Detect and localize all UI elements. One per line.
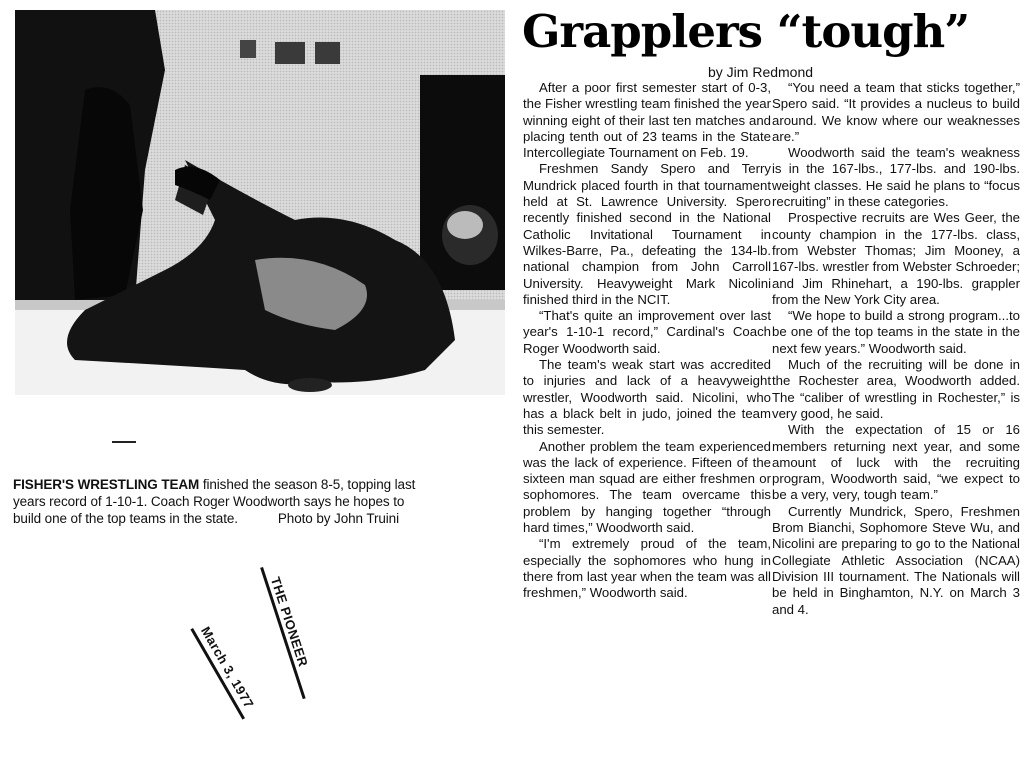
wrestling-photo [15,10,505,395]
article-paragraph: “That's quite an improvement over last year's 1-10-1 record,” Cardinal's Coach Roger Woodworth said. [523,308,771,356]
mat-mark [112,441,136,443]
article-byline: by Jim Redmond [708,64,814,80]
article-paragraph: “You need a team that sticks together,” Spero said. “It provides a nucleus to build around. We know where our weaknesses are.” [772,80,1020,144]
article-paragraph: “I'm extremely proud of the team, especially the sophomores who hung in there from last year when the team was all freshmen,” Woodworth said. [523,536,771,601]
article-paragraph: Prospective recruits are Wes Geer, the county champion in the 177-lbs. class, from Webster Thomas; Jim Mooney, a 167-lbs. wrestler from Webster Schroeder; and Jim Rhinehart, a 190-lbs. grappler from the New York City area. [772,210,1020,307]
article-paragraph: Freshmen Sandy Spero and Terry Mundrick placed fourth in that tournament held at St. Lawrence University. Spero recently finished second in the National Catholic Invitational Tournament in Wilkes-Barre, Pa., defeating the 134-lb. national champion from John Carroll University. Heavyweight Mark Nicolini finished third in the NCIT. [523,161,771,307]
article-paragraph: Much of the recruiting will be done in the Rochester area, Woodworth added. The “caliber of wrestling in Rochester,” is very good, he said. [772,357,1020,421]
article-paragraph: Currently Mundrick, Spero, Freshmen Brom Bianchi, Sophomore Steve Wu, and Nicolini are preparing to go to the National Collegiate Athletic Association (NCAA) Division III tournament. The Nationals will be held in Binghamton, N.Y. on March 3 and 4. [772,503,1020,617]
photo-credit: Photo by John Truini [277,511,399,526]
article-paragraph: The team's weak start was accredited to injuries and lack of a heavyweight wrestler, Woodworth said. Nicolini, who has a black belt in judo, joined the team this semester. [523,357,771,438]
article-paragraph: Another problem the team experienced was the lack of experience. Fifteen of the sixteen man squad are either freshmen or sophomores. The team overcame this problem by hanging together “through hard times,” Woodworth said. [523,438,771,536]
article-paragraph: “We hope to build a strong program...to be one of the top teams in the state in the next few years.” Woodworth said. [772,308,1020,356]
article-column-2 [772,80,1020,618]
article-headline: Grapplers “tough” [522,5,970,58]
caption-line1: finished the season 8-5, topping last [199,477,416,492]
caption-line2: years record of 1-10-1. Coach Roger Woodworth says he hopes to [13,494,405,509]
stamp-publication: THE PIONEER [267,575,311,669]
caption-lead: FISHER'S WRESTLING TEAM [13,477,200,492]
photo-caption [13,476,505,527]
caption-line3: build one of the top teams in the state. [13,511,238,526]
article-column-1 [523,80,771,602]
article-paragraph: With the expectation of 15 or 16 members returning next year, and some amount of luck with the recruiting program, Woodworth said, “we expect to be a very, very, tough team.” [772,422,1020,503]
article-paragraph: After a poor first semester start of 0-3, the Fisher wrestling team finished the year winning eight of their last ten matches and placing tenth out of 23 teams in the State Intercollegiate Tournament on Feb. 19. [523,80,771,161]
stamp-date: March 3, 1977 [198,624,257,711]
article-paragraph: Woodworth said the team's weakness is in the 167-lbs., 177-lbs. and 190-lbs. weight classes. He said he plans to “focus recruiting” in these categories. [772,145,1020,210]
